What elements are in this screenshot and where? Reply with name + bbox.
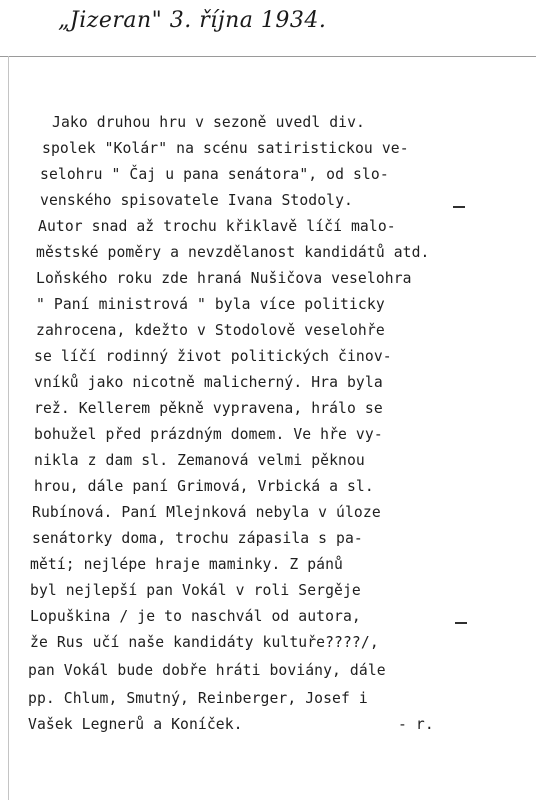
article-line: Rubínová. Paní Mlejnková nebyla v úloze [32, 504, 381, 521]
article-line: Loňského roku zde hraná Nušičova veselohra [36, 270, 412, 287]
article-line: selohru " Čaj u pana senátora", od slo- [40, 166, 389, 183]
article-line: zahrocena, kdežto v Stodolově veselohře [36, 322, 385, 339]
article-line: venského spisovatele Ivana Stodoly. [40, 192, 353, 209]
article-line: rež. Kellerem pěkně vypravena, hrálo se [34, 400, 383, 417]
margin-line [8, 56, 9, 800]
article-line: mětí; nejlépe hraje maminky. Z pánů [30, 556, 343, 573]
handwritten-dash-mark [453, 206, 465, 208]
article-line: nikla z dam sl. Zemanová velmi pěknou [34, 452, 365, 469]
article-line: se líčí rodinný život politických činov- [34, 348, 392, 365]
article-line: Lopuškina / je to naschvál od autora, [30, 608, 361, 625]
divider-line [0, 56, 536, 57]
author-signature: - r. [398, 716, 434, 733]
handwritten-dash-mark [455, 622, 467, 624]
handwritten-source-note: „Jizeran" 3. října 1934. [58, 8, 327, 33]
article-line: Autor snad až trochu křiklavě líčí malo- [38, 218, 396, 235]
article-line: bohužel před prázdným domem. Ve hře vy- [34, 426, 383, 443]
article-line: pan Vokál bude dobře hráti boviány, dále [28, 662, 386, 679]
article-line: vníků jako nicotně malicherný. Hra byla [34, 374, 383, 391]
article-line: pp. Chlum, Smutný, Reinberger, Josef i [28, 690, 368, 707]
article-line: městské poměry a nevzdělanost kandidátů atd. [36, 244, 430, 261]
article-line: " Paní ministrová " byla více politicky [36, 296, 385, 313]
article-line: že Rus učí naše kandidáty kultuře????/, [30, 634, 379, 651]
article-line: byl nejlepší pan Vokál v roli Sergěje [30, 582, 361, 599]
article-line: hrou, dále paní Grimová, Vrbická a sl. [34, 478, 374, 495]
article-line: spolek "Kolár" na scénu satiristickou ve- [42, 140, 409, 157]
article-line: senátorky doma, trochu zápasila s pa- [32, 530, 363, 547]
article-line: Jako druhou hru v sezoně uvedl div. [52, 114, 365, 131]
article-line: Vašek Legnerů a Koníček. [28, 716, 243, 733]
